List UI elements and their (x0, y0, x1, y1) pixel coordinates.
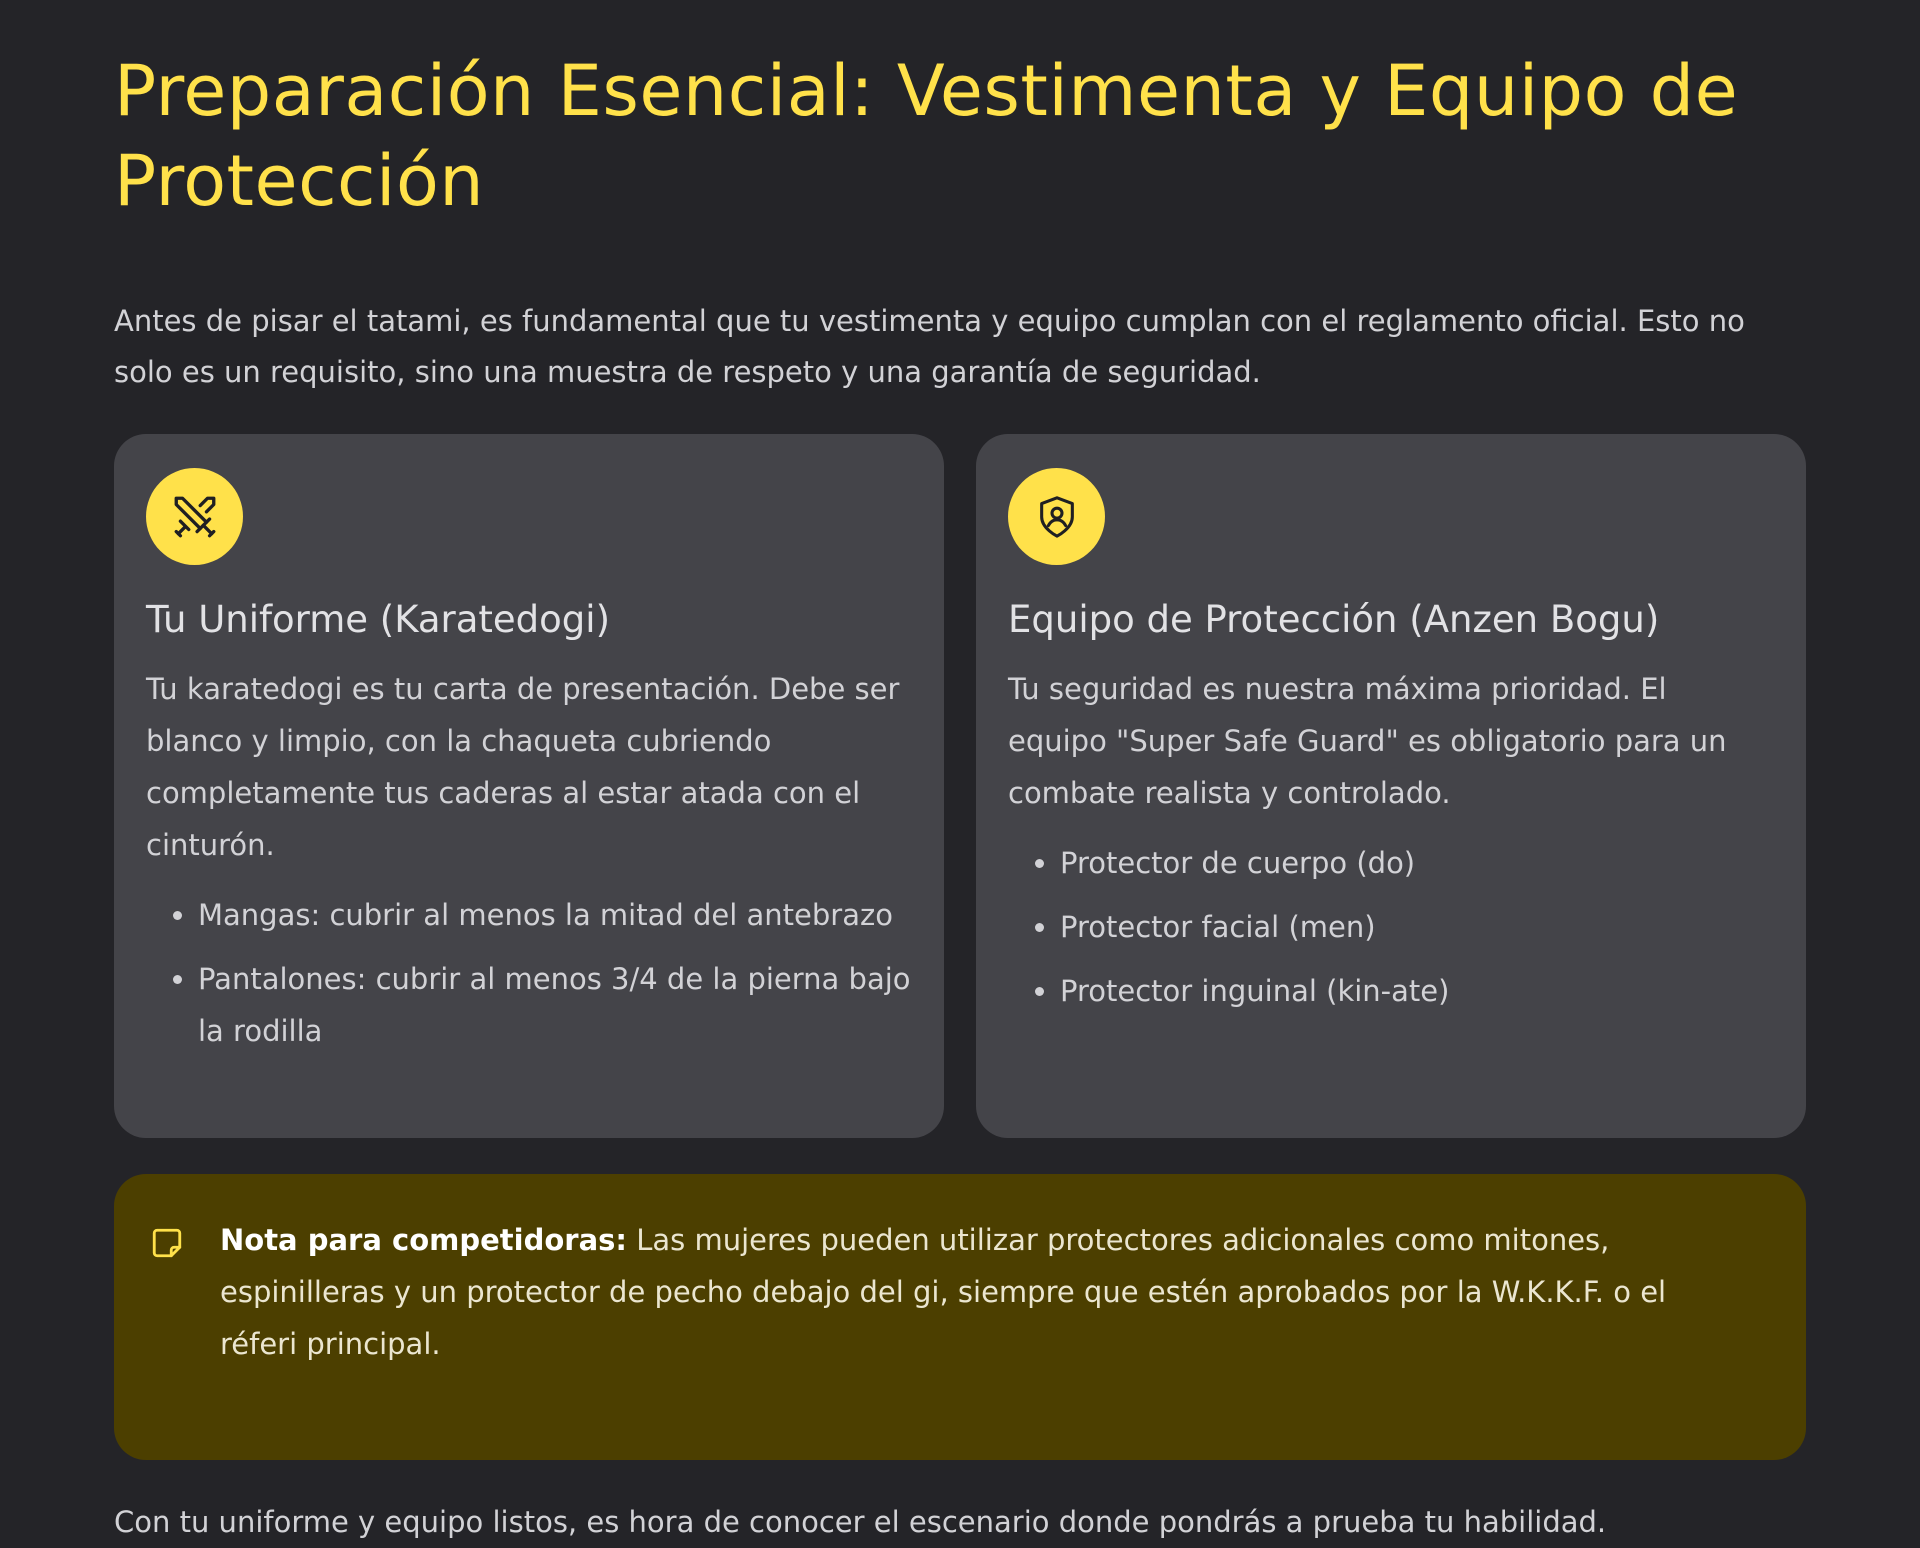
note-text: Las mujeres pueden utilizar protectores adicionales como mitones, espinilleras y un protector de pecho debajo del gi, siempre que estén aprobados por la W.K.K.F. o el réferi principal. (220, 1223, 1667, 1361)
sticky-note-icon (150, 1224, 184, 1276)
list-item: • Protector de cuerpo (do) (1060, 837, 1774, 889)
note-label: Nota para competidoras: (220, 1223, 627, 1257)
card-heading: Tu Uniforme (Karatedogi) (146, 598, 610, 641)
card-protection (976, 434, 1806, 1138)
list-item: • Pantalones: cubrir al menos 3/4 de la pierna bajo la rodilla (198, 953, 912, 1057)
card-body: Tu seguridad es nuestra máxima prioridad. El equipo "Super Safe Guard" es obligatorio para un combate realista y controlado. (1008, 672, 1727, 810)
note-callout (114, 1174, 1806, 1460)
card-list (146, 889, 912, 1057)
crossed-swords-icon (170, 492, 220, 542)
card-icon-badge (146, 468, 243, 565)
list-item: • Mangas: cubrir al menos la mitad del antebrazo (198, 889, 912, 941)
page-content (114, 46, 1806, 1539)
card-heading: Equipo de Protección (Anzen Bogu) (1008, 598, 1660, 641)
card-body: Tu karatedogi es tu carta de presentación. Debe ser blanco y limpio, con la chaqueta cubriendo completamente tus caderas al estar atada con el cinturón. (146, 672, 900, 862)
outro-paragraph: Con tu uniforme y equipo listos, es hora de conocer el escenario donde pondrás a prueba tu habilidad. (114, 1505, 1607, 1539)
intro-paragraph: Antes de pisar el tatami, es fundamental que tu vestimenta y equipo cumplan con el reglamento oficial. Esto no solo es un requisito, sino una muestra de respeto y una garantía de seguridad. (114, 304, 1745, 389)
list-item: • Protector inguinal (kin-ate) (1060, 965, 1774, 1017)
list-item: • Protector facial (men) (1060, 901, 1774, 953)
card-icon-badge (1008, 468, 1105, 565)
shield-user-icon (1034, 494, 1080, 540)
page-title: Preparación Esencial: Vestimenta y Equipo de Protección (114, 50, 1739, 222)
card-list (1008, 837, 1774, 1017)
cards-grid (114, 434, 1806, 1138)
card-uniform (114, 434, 944, 1138)
